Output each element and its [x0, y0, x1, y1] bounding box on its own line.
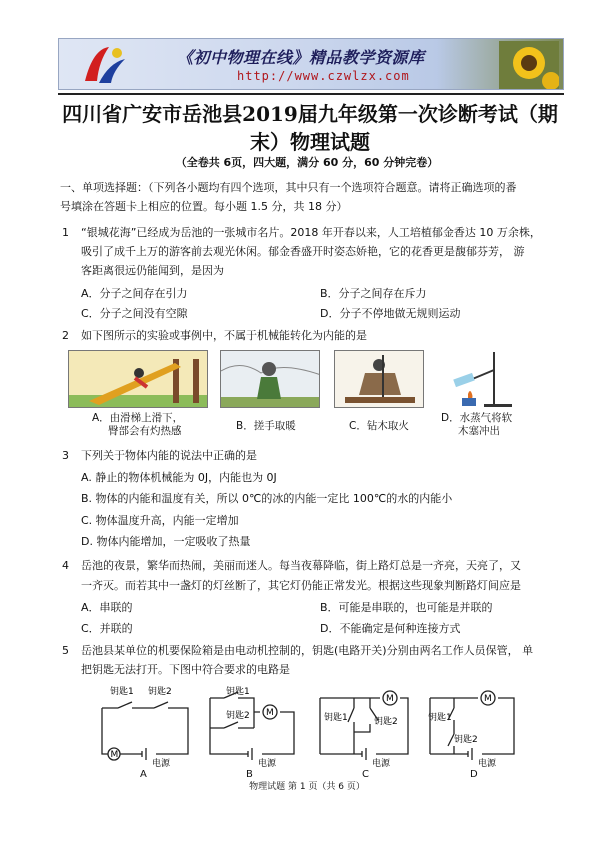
header-banner [58, 38, 564, 90]
circuit-diagram-a [96, 684, 196, 768]
power-label: 电源 [258, 759, 277, 768]
q1-option-b: B．分子之间存在斥力 [320, 287, 427, 300]
q4-option-b: B．可能是串联的，也可能是并联的 [320, 601, 493, 614]
q3-option-d: D. 物体内能增加，一定吸收了热量 [81, 535, 251, 548]
section-heading: 一、单项选择题：（下列各小题均有四个选项，其中只有一个选项符合题意。请将正确选项的番 [60, 181, 517, 194]
key2-label: 钥匙2 [226, 711, 250, 721]
key1-label: 钥匙1 [226, 687, 250, 697]
option-label-c: C [362, 769, 369, 780]
q4-option-a: A．串联的 [81, 601, 133, 614]
q4-option-d: D．不能确定是何种连接方式 [320, 622, 461, 635]
question-number: 4 [62, 559, 69, 572]
question-number: 2 [62, 329, 69, 342]
page-title: 四川省广安市岳池县2019届九年级第一次诊断考试（期 [62, 102, 558, 126]
q3-text: 下列关于物体内能的说法中正确的是 [81, 449, 257, 462]
power-label: 电源 [372, 759, 391, 768]
circuit-diagram-b [204, 684, 300, 768]
q2-text: 如下图所示的实验或事例中，不属于机械能转化为内能的是 [81, 329, 367, 342]
page-title-cont: 末）物理试题 [250, 130, 370, 154]
key2-label: 钥匙2 [148, 687, 172, 697]
logo-icon [79, 43, 129, 87]
key2-label: 钥匙2 [454, 735, 478, 745]
q1-option-a: A．分子之间存在引力 [81, 287, 188, 300]
banner-title: 《初中物理在线》精品教学资源库 [177, 48, 425, 67]
q1-option-c: C．分子之间没有空隙 [81, 307, 188, 320]
sunflower-icon [499, 41, 559, 89]
q2-caption-d2: 木塞冲出 [458, 425, 500, 437]
q2-caption-c: C．钻木取火 [349, 420, 409, 432]
steam-cork-illustration [440, 350, 516, 408]
q1-text: “银城花海”已经成为岳池的一张城市名片。2018 年开春以来，人工培植郁金香达 10 万余株， [81, 226, 541, 239]
q3-option-b: B. 物体的内能和温度有关，所以 0℃的冰的内能一定比 100℃的水的内能小 [81, 492, 453, 505]
q3-option-a: A. 静止的物体机械能为 0J，内能也为 0J [81, 471, 277, 484]
key1-label: 钥匙1 [324, 713, 348, 723]
drill-fire-illustration [334, 350, 424, 408]
question-number: 1 [62, 226, 69, 239]
q2-caption-d: D．水蒸气将软 [441, 412, 513, 424]
question-number: 5 [62, 644, 69, 657]
motor-label: M [386, 694, 394, 704]
q1-option-d: D．分子不停地做无规则运动 [320, 307, 461, 320]
motor-label: M [484, 694, 492, 704]
option-label-b: B [246, 769, 253, 780]
q4-text: 一齐灭。而若其中一盏灯的灯丝断了，其它灯仍能正常发光。根据这些现象判断路灯间应是 [81, 579, 521, 592]
key1-label: 钥匙1 [428, 713, 452, 723]
motor-label: M [110, 750, 119, 760]
q4-text: 岳池的夜景，繁华而热闹，美丽而迷人。每当夜幕降临，街上路灯总是一齐亮，天亮了，又 [81, 559, 521, 572]
q4-option-c: C．并联的 [81, 622, 133, 635]
q5-text: 把钥匙无法打开。下图中符合要求的电路是 [81, 663, 290, 676]
hand-rub-illustration [220, 350, 320, 408]
motor-label: M [266, 708, 274, 718]
q5-text: 岳池县某单位的机要保险箱是由电动机控制的，钥匙(电路开关)分别由两名工作人员保管， 单 [81, 644, 534, 657]
header-rule [58, 93, 564, 95]
q2-caption-b: B．搓手取暖 [236, 420, 296, 432]
circuit-diagram-d [424, 684, 520, 768]
banner-url: http://www.czwlzx.com [237, 69, 410, 83]
option-label-a: A [140, 769, 147, 780]
q1-text: 吸引了成千上万的游客前去观光休闲。郁金香盛开时姿态娇艳，它的花香更是馥郁芬芳， 游 [81, 245, 525, 258]
exam-info: （全卷共 6页，四大题，满分 60 分，60 分钟完卷） [175, 156, 439, 169]
slide-illustration [68, 350, 208, 408]
power-label: 电源 [478, 759, 497, 768]
key1-label: 钥匙1 [110, 687, 134, 697]
page-footer: 物理试题 第 1 页（共 6 页） [249, 782, 365, 792]
question-number: 3 [62, 449, 69, 462]
section-heading-cont: 号填涂在答题卡上相应的位置。每小题 1.5 分，共 18 分） [60, 200, 348, 213]
power-label: 电源 [152, 759, 171, 768]
q2-caption-a2: 臀部会有灼热感 [108, 425, 182, 437]
option-label-d: D [470, 769, 478, 780]
q2-caption-a: A．由滑梯上滑下， [92, 412, 184, 424]
q1-text: 客距离很远仍能闻到，是因为 [81, 264, 224, 277]
circuit-diagram-c [314, 684, 414, 768]
key2-label: 钥匙2 [374, 717, 398, 727]
q3-option-c: C. 物体温度升高，内能一定增加 [81, 514, 239, 527]
